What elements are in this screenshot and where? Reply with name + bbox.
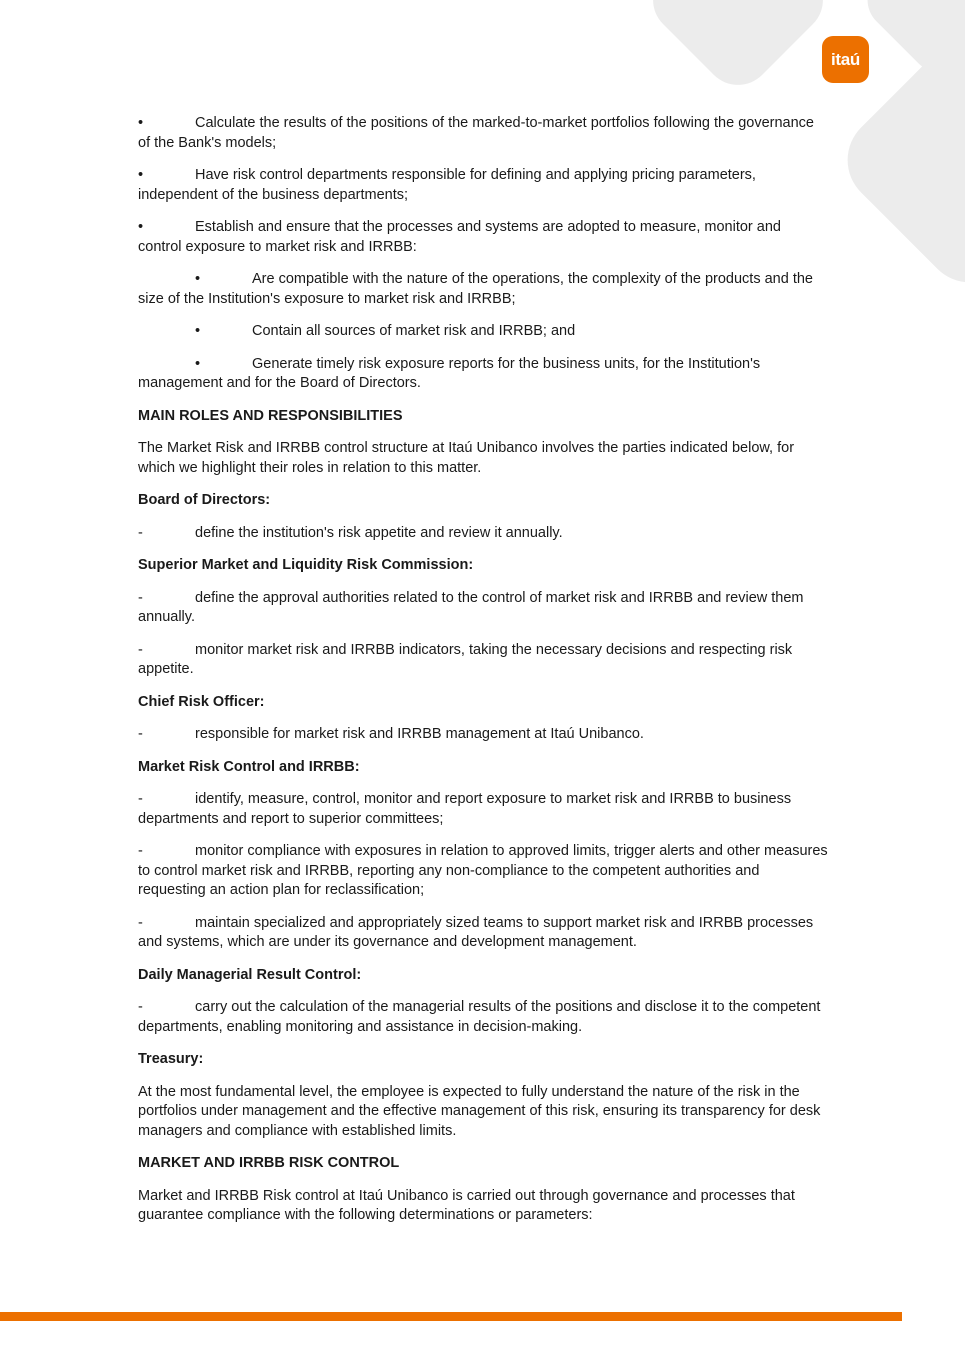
sub-bullet-text: Are compatible with the nature of the operations, the complexity of the products and the size of the Institution's exposure to market risk and IRRBB; — [138, 271, 813, 307]
dash-marker: - — [138, 726, 143, 742]
role-heading: Market Risk Control and IRRBB: — [138, 758, 360, 775]
dash-text: identify, measure, control, monitor and report exposure to market risk and IRRBB to business departments and report to superior committees; — [138, 791, 792, 827]
dash-item — [138, 790, 828, 829]
bullet-item — [138, 114, 828, 153]
role-heading: Board of Directors: — [138, 492, 271, 508]
bullet-marker: • — [138, 167, 144, 183]
bullet-marker: • — [195, 355, 201, 372]
role-heading: Treasury: — [138, 1051, 204, 1067]
dash-marker: - — [138, 589, 143, 606]
bullet-marker: • — [195, 323, 201, 339]
paragraph: At the most fundamental level, the employee is expected to fully understand the nature of the risk in the portfolios under management and the effective management of this risk, ensuring its transparency for desk managers and compliance with established limits. — [138, 1083, 821, 1139]
bullet-text: Have risk control departments responsible for defining and applying pricing parameters, independent of the business departments; — [138, 167, 756, 203]
dash-text: responsible for market risk and IRRBB management at Itaú Unibanco. — [195, 726, 644, 742]
dash-text: maintain specialized and appropriately sized teams to support market risk and IRRBB processes and systems, which are under its governance and development management. — [138, 914, 814, 950]
dash-text: define the approval authorities related to the control of market risk and IRRBB and review them annually. — [138, 589, 804, 625]
dash-text: monitor compliance with exposures in relation to approved limits, trigger alerts and other measures to control market risk and IRRBB, reporting any non-compliance to the competent authorities and requesting an action plan for reclassification; — [138, 843, 828, 898]
dash-marker: - — [138, 843, 143, 859]
sub-bullet-item — [138, 355, 828, 394]
sub-bullet-text: Contain all sources of market risk and IRRBB; and — [252, 323, 576, 339]
sub-bullet-item — [138, 322, 828, 342]
dash-marker: - — [138, 791, 143, 807]
section-heading: MARKET AND IRRBB RISK CONTROL — [138, 1155, 400, 1171]
section-heading: MAIN ROLES AND RESPONSIBILITIES — [138, 407, 403, 424]
paragraph: The Market Risk and IRRBB control structure at Itaú Unibanco involves the parties indicated below, for which we highlight their roles in relation to this matter. — [138, 440, 795, 476]
sub-bullet-item — [138, 270, 828, 309]
role-heading: Chief Risk Officer: — [138, 693, 265, 710]
paragraph: Market and IRRBB Risk control at Itaú Unibanco is carried out through governance and processes that guarantee compliance with the following determinations or parameters: — [138, 1187, 795, 1223]
dash-item — [138, 998, 828, 1037]
bullet-text: Establish and ensure that the processes and systems are adopted to measure, monitor and control exposure to market risk and IRRBB: — [138, 219, 781, 255]
bullet-item — [138, 218, 828, 257]
sub-bullet-text: Generate timely risk exposure reports for the business units, for the Institution's management and for the Board of Directors. — [138, 355, 761, 391]
dash-marker: - — [138, 999, 143, 1015]
role-heading: Superior Market and Liquidity Risk Commission: — [138, 557, 474, 573]
bullet-item — [138, 166, 828, 205]
dash-item — [138, 589, 828, 628]
bullet-text: Calculate the results of the positions of the marked-to-market portfolios following the governance of the Bank's models; — [138, 115, 814, 151]
footer-accent-bar — [0, 1312, 902, 1321]
dash-item — [138, 914, 828, 953]
dash-marker: - — [138, 641, 143, 658]
dash-item — [138, 725, 828, 745]
itau-logo: itaú — [822, 36, 869, 83]
decorative-shape — [639, 0, 837, 99]
role-heading: Daily Managerial Result Control: — [138, 966, 362, 983]
dash-text: monitor market risk and IRRBB indicators, taking the necessary decisions and respecting risk appetite. — [138, 641, 793, 677]
dash-item — [138, 842, 828, 901]
dash-marker: - — [138, 524, 143, 541]
bullet-marker: • — [138, 115, 144, 131]
dash-marker: - — [138, 914, 143, 931]
dash-text: define the institution's risk appetite and review it annually. — [195, 524, 563, 541]
document-body — [138, 114, 828, 1239]
bullet-marker: • — [195, 271, 201, 287]
dash-item — [138, 524, 828, 544]
dash-item — [138, 641, 828, 680]
bullet-marker: • — [138, 219, 144, 235]
dash-text: carry out the calculation of the managerial results of the positions and disclose it to the competent departments, enabling monitoring and assistance in decision-making. — [138, 999, 821, 1035]
